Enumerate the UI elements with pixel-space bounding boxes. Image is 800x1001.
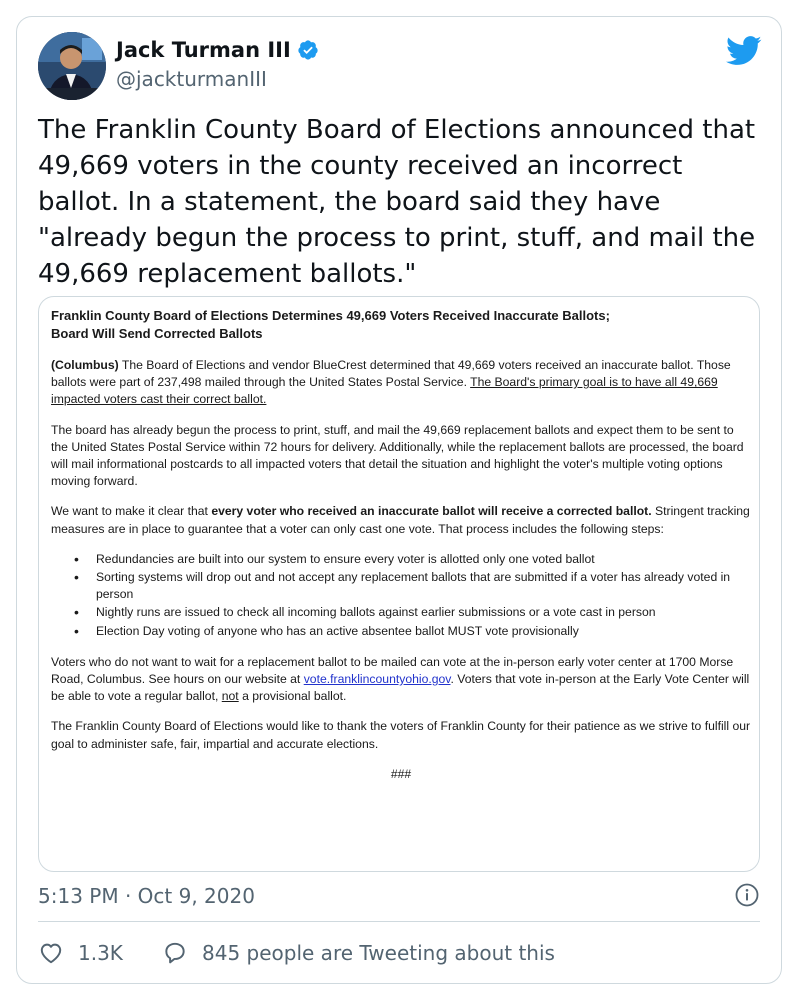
title-line-1: Franklin County Board of Elections Determines 49,669 Voters Received Inaccurate Ballots; [51,308,610,323]
like-count: 1.3K [78,941,123,965]
tweet-timestamp[interactable]: 5:13 PM · Oct 9, 2020 [38,884,255,908]
primary-goal-text: The Board's primary goal is to have all 49,669 impacted voters cast their correct ballot. [51,375,718,407]
conversation-text: 845 people are Tweeting about this [202,941,555,965]
like-button[interactable] [38,940,123,966]
paragraph-4 [51,654,751,706]
press-release-title [51,307,751,343]
website-link[interactable]: vote.franklincountyohio.gov [303,672,451,687]
twitter-bird-icon[interactable] [726,36,762,66]
list-item: • Redundancies are built into our system to ensure every voter is allotted only one voted ballot [96,551,751,568]
heart-icon [38,940,64,966]
paragraph-3 [51,503,751,537]
paragraph-3-rest: Stringent tracking measures are in place to guarantee that a voter can only cast one vote. That process includes the following steps: [51,504,750,536]
speech-bubble-icon [162,940,188,966]
steps-list [51,551,751,640]
paragraph-4-a: Voters who do not want to wait for a replacement ballot to be mailed can vote at the in-person early voter center at 1700 Morse Road, Columbus. See hours on our website at [51,654,734,687]
paragraph-5: The Franklin County Board of Elections would like to thank the voters of Franklin County for their patience as we strive to fulfill our goal to administer safe, fair, impartial and accurate elections. [51,719,751,751]
paragraph-4-c: a provisional ballot. [238,689,347,704]
list-item: • Election Day voting of anyone who has an active absentee ballot MUST vote provisionally [96,623,751,640]
author-handle[interactable]: @jackturmanIII [116,67,267,91]
title-line-2: Board Will Send Corrected Ballots [51,326,263,341]
verified-badge-icon [297,39,319,61]
tweet-text: The Franklin County Board of Elections announced that 49,669 voters in the county received an incorrect ballot. In a statement, the board said they have "already begun the process to print, stuff, and mail the 49,669 replacement ballots." [38,115,756,289]
press-release [51,307,751,783]
dateline: (Columbus) [51,358,119,372]
list-item: • Sorting systems will drop out and not accept any replacement ballots that are submitted if a voter has already voted in person [96,569,751,603]
author-name-row[interactable] [116,38,319,62]
paragraph-3-intro: We want to make it clear that [51,504,212,519]
not-emphasis: not [221,689,239,704]
paragraph-1 [51,357,751,409]
conversation-link[interactable] [162,940,555,966]
author-name[interactable]: Jack Turman III [116,38,291,62]
paragraph-3-bold: every voter who received an inaccurate ballot will receive a corrected ballot. [211,504,652,519]
paragraph-4-b: . Voters that vote in-person at the Early Vote Center will be able to vote a regular ballot, [51,672,750,704]
tweet-media-document[interactable] [38,296,760,872]
avatar[interactable] [38,32,106,100]
end-mark: ### [390,766,412,781]
divider [38,921,760,922]
paragraph-2: The board has already begun the process to print, stuff, and mail the 49,669 replacement ballots and expect them to be sent to the United States Postal Service within 72 hours for delivery. Additionally, while the replacement ballots are processed, the board will mail informational postcards to all impacted voters that detail the situation and highlight the voter's multiple voting options moving forward. [51,422,744,489]
paragraph-1-body: The Board of Elections and vendor BlueCrest determined that 49,669 voters received an inaccurate ballot. Those ballots were part of 237,498 mailed through the United States Postal Service. [51,358,731,390]
info-icon[interactable] [735,883,759,907]
list-item: • Nightly runs are issued to check all incoming ballots against earlier submissions or a vote cast in person [96,604,751,621]
